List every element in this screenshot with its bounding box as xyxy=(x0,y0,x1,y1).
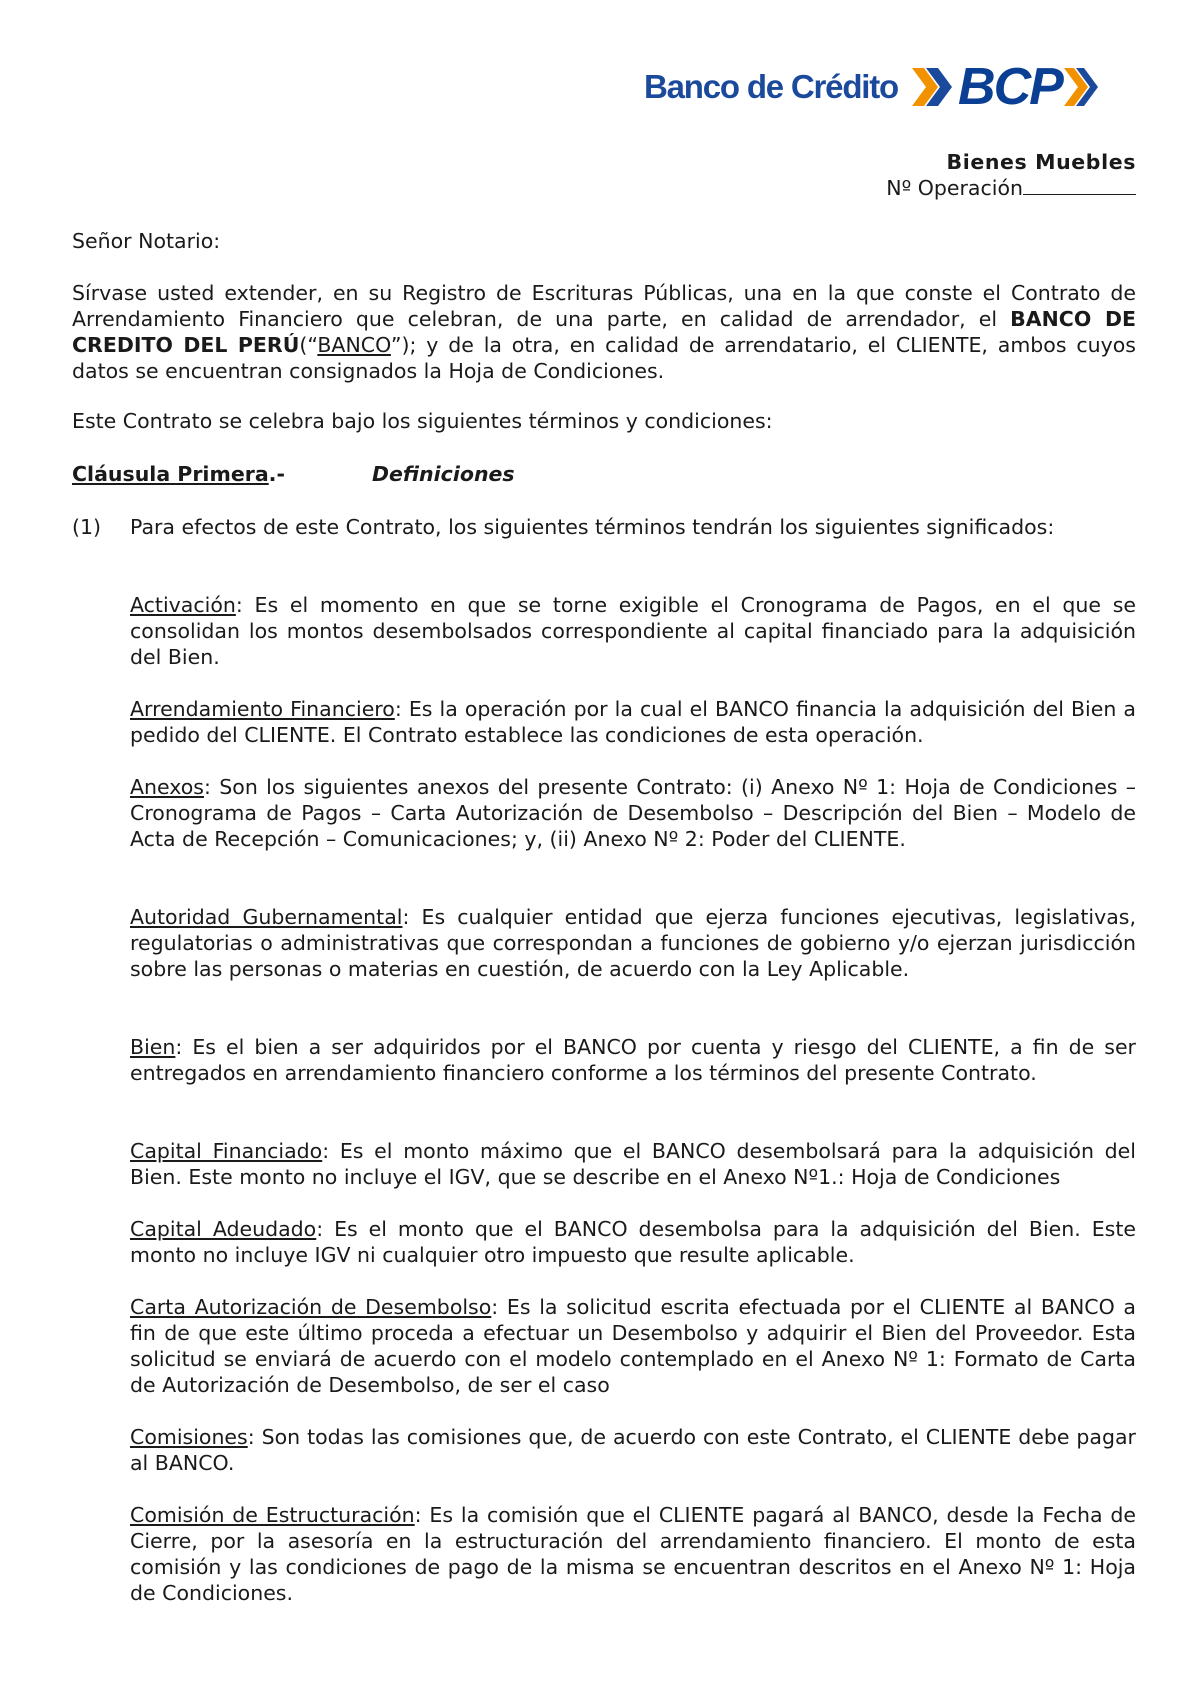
terms-intro-line: Este Contrato se celebra bajo los siguientes términos y condiciones: xyxy=(72,409,773,433)
definition-carta-autorizacion xyxy=(130,1294,1136,1398)
definition-term: Carta Autorización de Desembolso xyxy=(130,1295,492,1319)
definition-text: : Es la comisión que el CLIENTE pagará al BANCO, desde la Fecha de Cierre, por la asesoría en la estructuración del arrendamiento financiero. El monto de esta comisión y las condiciones de pago de la misma se encuentran descritos en el Anexo Nº 1: Hoja de Condiciones. xyxy=(130,1503,1136,1605)
definition-text: : Es la solicitud escrita efectuada por el CLIENTE al BANCO a fin de que este último proceda a efectuar un Desembolso y adquirir el Bien del Proveedor. Esta solicitud se enviará de acuerdo con el modelo contemplado en el Anexo Nº 1: Formato de Carta de Autorización de Desembolso, de ser el caso xyxy=(130,1295,1136,1397)
definition-comision-estructuracion xyxy=(130,1502,1136,1606)
intro-paragraph xyxy=(72,280,1136,384)
definition-text: : Son todas las comisiones que, de acuerdo con este Contrato, el CLIENTE debe pagar al BANCO. xyxy=(130,1425,1136,1475)
document-title: Bienes Muebles xyxy=(946,150,1136,174)
definition-term: Autoridad Gubernamental xyxy=(130,905,403,929)
definition-comisiones xyxy=(130,1424,1136,1476)
definition-activacion xyxy=(130,592,1136,670)
definition-text: : Son los siguientes anexos del presente Contrato: (i) Anexo Nº 1: Hoja de Condiciones – Cronograma de Pagos – Carta Autorización de Desembolso – Descripción del Bien – Modelo de Acta de Recepción – Comunicaciones; y, (ii) Anexo Nº 2: Poder del CLIENTE. xyxy=(130,775,1136,851)
definition-capital-adeudado xyxy=(130,1216,1136,1268)
logo-bank-name: Banco de Crédito xyxy=(644,68,899,105)
definition-anexos xyxy=(130,774,1136,852)
definition-term: Comisión de Estructuración xyxy=(130,1503,415,1527)
definition-text: : Es la operación por la cual el BANCO financia la adquisición del Bien a pedido del CLIENTE. El Contrato establece las condiciones de esta operación. xyxy=(130,697,1136,747)
intro-paren-close: ”) xyxy=(390,333,410,357)
operation-blank-line xyxy=(1023,176,1136,195)
clause-suffix: .- xyxy=(268,462,285,486)
definition-term: Arrendamiento Financiero xyxy=(130,697,395,721)
definition-text: : Es el monto máximo que el BANCO desembolsará para la adquisición del Bien. Este monto no incluye el IGV, que se describe en el Anexo Nº1.: Hoja de Condiciones xyxy=(130,1139,1136,1189)
definition-capital-financiado xyxy=(130,1138,1136,1190)
operation-number-field xyxy=(886,176,1136,200)
definition-text: : Es el bien a ser adquiridos por el BANCO por cuenta y riesgo del CLIENTE, a fin de ser entregados en arrendamiento financiero conforme a los términos del presente Contrato. xyxy=(130,1035,1136,1085)
intro-paren-open: (“ xyxy=(299,333,318,357)
intro-part2: ; y de la otra, en calidad de arrendatario, el CLIENTE, ambos cuyos datos se encuentran consignados la Hoja de Condiciones. xyxy=(72,333,1136,383)
item-text: Para efectos de este Contrato, los siguientes términos tendrán los siguientes significados: xyxy=(130,515,1055,539)
logo-abbreviation: BCP xyxy=(958,58,1062,116)
definition-bien xyxy=(130,1034,1136,1086)
intro-part1: Sírvase usted extender, en su Registro de Escrituras Públicas, una en la que conste el Contrato de Arrendamiento Financiero que celebran, de una parte, en calidad de arrendador, el xyxy=(72,281,1136,331)
definition-arrendamiento xyxy=(130,696,1136,748)
operation-label: Nº Operación xyxy=(886,176,1023,200)
bank-short-name: BANCO xyxy=(317,333,391,357)
definition-term: Bien xyxy=(130,1035,176,1059)
definition-term: Activación xyxy=(130,593,236,617)
definition-text: : Es el monto que el BANCO desembolsa para la adquisición del Bien. Este monto no incluye IGV ni cualquier otro impuesto que resulte aplicable. xyxy=(130,1217,1136,1267)
definition-autoridad xyxy=(130,904,1136,982)
definition-term: Capital Financiado xyxy=(130,1139,323,1163)
clause-label: Cláusula Primera xyxy=(72,462,269,486)
item-number: (1) xyxy=(72,515,102,539)
bank-logo xyxy=(644,54,1114,120)
definition-term: Comisiones xyxy=(130,1425,248,1449)
chevron-end-icon xyxy=(1062,64,1102,110)
clause-heading xyxy=(72,462,515,486)
chevron-double-icon xyxy=(910,64,956,110)
definition-term: Capital Adeudado xyxy=(130,1217,317,1241)
bank-full-name: BANCO DE CREDITO DEL PERÚ xyxy=(72,307,1136,357)
definition-term: Anexos xyxy=(130,775,204,799)
salutation: Señor Notario: xyxy=(72,229,221,253)
clause-name: Definiciones xyxy=(372,462,515,486)
definition-text: : Es el momento en que se torne exigible el Cronograma de Pagos, en el que se consolidan los montos desembolsados correspondiente al capital financiado para la adquisición del Bien. xyxy=(130,593,1136,669)
definition-text: : Es cualquier entidad que ejerza funciones ejecutivas, legislativas, regulatorias o administrativas que correspondan a funciones de gobierno y/o ejerzan jurisdicción sobre las personas o materias en cuestión, de acuerdo con la Ley Aplicable. xyxy=(130,905,1136,981)
